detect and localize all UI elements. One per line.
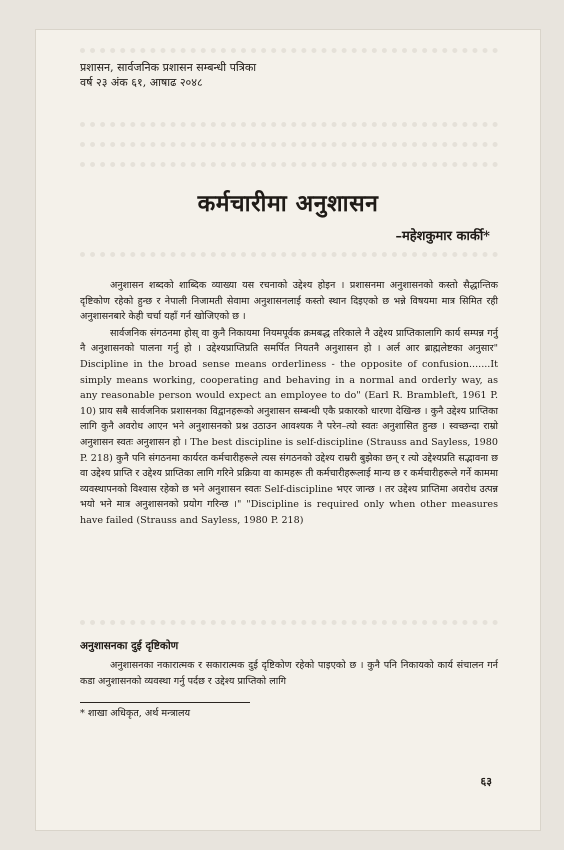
bleed-through-text — [80, 162, 498, 167]
journal-name: प्रशासन, सार्वजनिक प्रशासन सम्बन्धी पत्रिका — [80, 61, 257, 74]
paragraph: सार्वजनिक संगठनमा होस् वा कुनै निकायमा नियमपूर्वक क्रमबद्ध तरिकाले नै उद्देश्य प्राप्तिकालागि कार्य सम्पन्न गर्नु नै अनुशासनको पालना गर्नु हो । उद्देश्यप्राप्तिप्रति समर्पित नियतनै अनुशासन हो । अर्ल आर ब्राह्मलेष्टका अनुसार" Discipline in the broad sense means orderliness - the opposite of confusion.......It simply means working, cooperating and behaving in a normal and orderly way, as any reasonable person would expect an employee to do" (Earl R. Brambleft, 1961 P. 10) प्राय सबै सार्वजनिक प्रशासनका विद्वानहरूको अनुशासन सम्बन्धी एकै प्रकारको धारणा देखिन्छ । कुनै उद्देश्य प्राप्तिका लागि कुनै अवरोध आएन भने अनुशासनको प्रश्न उठाउन आवश्यक नै परेन–त्यो स्वतः अनुशासित हुन्छ । स्वच्छन्दा राम्रो अनुशासन स्वतः अनुशासन हो । The best discipline is self-discipline (Strauss and Sayless, 1980 P. 218) कुनै पनि संगठनमा कार्यरत कर्मचारीहरूले त्यस संगठनको उद्देश्य राम्ररी बुझेका छन् र त्यो उद्देश्यप्रति सद्भावना छ वा उद्देश्य प्राप्ति र उद्देश्य प्राप्तिका लागि गरिने प्रक्रिया वा कामहरू ती कर्मचारीहरूलाई मान्य छ र कर्मचारीहरूले गर्ने काममा व्यवस्थापनको विश्वास रहेको छ भने अनुशासन स्वतः Self-discipline भएर जान्छ । तर उद्देश्य प्राप्तिमा अवरोध उत्पन्न भयो भने मात्र अनुशासनको प्रयोग गरिन्छ ।" "Discipline is required only when other measures have failed (Strauss and Sayless, 1980 P. 218) — [80, 327, 498, 526]
paragraph: अनुशासन शब्दको शाब्दिक व्याख्या यस रचनाको उद्देश्य होइन । प्रशासनमा अनुशासनको कस्तो सैद्धान्तिक दृष्टिकोण रहेको हुन्छ र नेपाली निजामती सेवामा अनुशासनलाई कस्तो स्थान दिइएको छ भन्ने विषयमा मात्र सिमित रही अनुशासनबारे केही चर्चा यहाँ गर्न खोजिएको छ । — [80, 280, 498, 323]
section-paragraph: अनुशासनका नकारात्मक र सकारात्मक दुई दृष्टिकोण रहेको पाइएको छ । कुनै पनि निकायको कार्य संचालन गर्न कडा अनुशासनको व्यवस्था गर्नु पर्दछ र उद्देश्य प्राप्तिको लागि — [80, 660, 498, 687]
author-name: –महेशकुमार कार्की* — [395, 229, 490, 244]
section-heading: अनुशासनका दुई दृष्टिकोण — [80, 640, 179, 652]
issue-info: वर्ष २३ अंक ६१, आषाढ २०४८ — [80, 76, 203, 89]
bleed-through-text — [80, 48, 498, 53]
document-page — [36, 30, 540, 830]
page-number: ६३ — [480, 775, 492, 788]
footnote-divider — [80, 702, 250, 703]
bleed-through-text — [80, 122, 498, 127]
bleed-through-text — [80, 252, 498, 257]
footnote: * शाखा अधिकृत, अर्थ मन्त्रालय — [80, 708, 191, 719]
article-title: कर्मचारीमा अनुशासन — [197, 190, 379, 217]
bleed-through-text — [80, 142, 498, 147]
bleed-through-text — [80, 620, 498, 625]
article-body — [80, 278, 498, 530]
journal-header — [80, 60, 256, 90]
